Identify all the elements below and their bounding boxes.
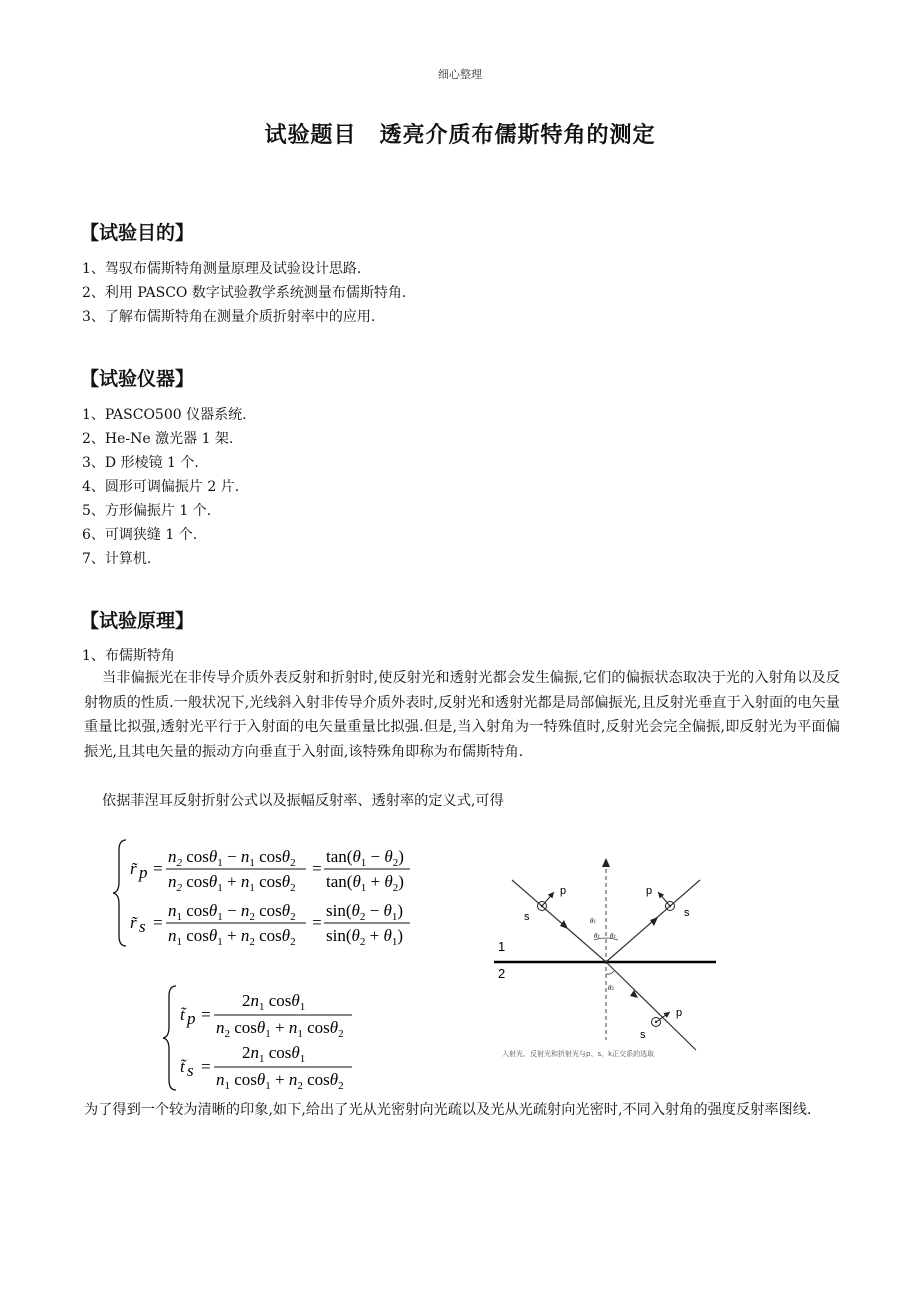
purpose-item: 2、利用 PASCO 数字试验教学系统测量布儒斯特角.	[82, 285, 407, 301]
principle-paragraph-2: 依据菲涅耳反射折射公式以及振幅反射率、透射率的定义式,可得	[102, 793, 504, 809]
medium-2-label: 2	[498, 966, 506, 981]
principle-paragraph-3: 为了得到一个较为清晰的印象,如下,给出了光从光密射向光疏以及光从光疏射向光密时,不同入射角的强度反射率图线.	[84, 1102, 812, 1118]
svg-text:p: p	[187, 1009, 196, 1028]
section-heading-principle: 【试验原理】	[80, 610, 195, 632]
svg-text:p: p	[139, 863, 148, 882]
reflection-coefficient-formula	[112, 836, 422, 950]
instrument-item: 1、PASCO500 仪器系统.	[82, 407, 247, 423]
svg-text:r̃: r̃	[130, 913, 137, 932]
principle-subheading: 1、布儒斯特角	[82, 648, 175, 664]
refracted-ray	[606, 962, 696, 1050]
svg-text:sin(θ2 + θ1): $\sin(\theta_2 + \theta_1)$	[326, 926, 403, 948]
svg-text:=: =	[152, 913, 164, 932]
svg-text:=: =	[311, 913, 323, 932]
section-heading-instruments: 【试验仪器】	[80, 368, 195, 390]
principle-paragraph-1: 当非偏振光在非传导介质外表反射和折射时,使反射光和透射光都会发生偏振,它们的偏振状态取决于光的入射角以及反射物质的性质.一般状况下,光线斜入射非传导介质外表时,反射光和透射光都是局部偏振光,且反射光垂直于入射面的电矢量重量比拟强,透射光平行于入射面的电矢量重量比拟强.但是,当入射角为一特殊值时,反射光会完全偏振,即反射光为平面偏振光,且其电矢量的振动方向垂直于入射面,该特殊角即称为布儒斯特角.	[84, 670, 840, 760]
purpose-item: 1、驾驭布儒斯特角测量原理及试验设计思路.	[82, 261, 362, 277]
instrument-item: 7、计算机.	[82, 551, 152, 567]
page-header: 细心整理	[438, 68, 482, 81]
svg-text:=: =	[200, 1057, 212, 1076]
s-label-incident: s	[524, 911, 530, 923]
svg-text:2n1 cosθ1: $2n_1$ cosθ$_1$	[242, 991, 306, 1013]
svg-text:t̃: t̃	[180, 1057, 185, 1076]
svg-text:tan(θ1 − θ2): $\tan(\theta_1 - \theta_2)$	[326, 847, 404, 869]
reflection-refraction-diagram	[490, 850, 730, 1070]
medium-1-label: 1	[498, 939, 506, 954]
svg-text:sin(θ2 − θ1): $\sin(\theta_2 - \theta_1)$	[326, 901, 403, 923]
s-label-refracted: s	[640, 1029, 646, 1041]
instrument-item: 2、He-Ne 激光器 1 架.	[82, 431, 234, 447]
svg-text:n2 cosθ1 − n1 cosθ2: $n_2$ $\cos\theta_1 - n_1$ cosθ$_2$	[168, 847, 296, 869]
theta-label: θ2	[608, 984, 614, 992]
svg-text:2n1 cosθ1: $2n_1$ cosθ$_1$	[242, 1043, 306, 1065]
svg-text:n2 cosθ1 + n1 cosθ2: $n_2$ $\cos\theta_1 + n_1$ cosθ$_2$	[168, 872, 296, 894]
instrument-item: 5、方形偏振片 1 个.	[82, 503, 212, 519]
svg-text:=: =	[200, 1005, 212, 1024]
svg-text:n1 cosθ1 + n2 cosθ2: $n_1$ $\cos\theta_1 + n_2$ cosθ$_2$	[168, 926, 296, 948]
svg-text:=: =	[152, 859, 164, 878]
p-label-refracted: p	[676, 1007, 683, 1019]
theta-label: θ1	[590, 917, 596, 925]
p-label-reflected: p	[646, 885, 653, 897]
instrument-item: 4、圆形可调偏振片 2 片.	[82, 479, 240, 495]
s-label-reflected: s	[684, 907, 690, 919]
theta-label: θ1	[610, 932, 616, 940]
svg-text:tan(θ1 + θ2): $\tan(\theta_1 + \theta_2)$	[326, 872, 404, 894]
svg-text:t̃: t̃	[180, 1005, 185, 1024]
p-label-incident: p	[560, 885, 567, 897]
svg-text:n1 cosθ1 − n2 cosθ2: $n_1$ $\cos\theta_1 - n_2$ cosθ$_2$	[168, 901, 296, 923]
svg-text:n1 cosθ1 + n2 cosθ2: $n_1$ $\cos\theta_1 + n_2$ cosθ$_2$	[216, 1070, 344, 1092]
purpose-item: 3、了解布儒斯特角在测量介质折射率中的应用.	[82, 309, 376, 325]
instrument-item: 6、可调狭缝 1 个.	[82, 527, 198, 543]
page-title: 试验题目 透亮介质布儒斯特角的测定	[264, 123, 656, 148]
instrument-item: 3、D 形棱镜 1 个.	[82, 455, 199, 471]
svg-text:n2 cosθ1 + n1 cosθ2: $n_2$ $\cos\theta_1 + n_1$ cosθ$_2$	[216, 1018, 344, 1040]
svg-text:=: =	[311, 859, 323, 878]
svg-text:r̃: r̃	[130, 859, 137, 878]
transmission-coefficient-formula	[162, 982, 362, 1094]
svg-text:s: s	[187, 1061, 194, 1080]
theta-label: θ1	[594, 932, 600, 940]
diagram-caption: 入射光、反射光和折射光与p、s、k正交系的选取	[502, 1050, 655, 1058]
section-heading-purpose: 【试验目的】	[80, 222, 195, 244]
svg-text:s: s	[139, 917, 146, 936]
